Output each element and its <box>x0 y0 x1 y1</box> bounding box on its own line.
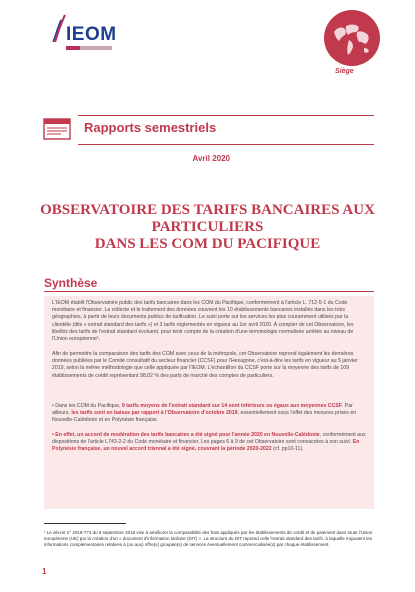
synthese-bullet-1 <box>52 403 366 425</box>
synthese-rule <box>44 291 374 292</box>
synthese-paragraph-1: L'IEOM établit l'Observatoire public des tarifs bancaires dans les COM du Pacifique, conformément à l'article L. 712-5-1 du Code monétaire et financier. La collecte et le traitement des données couvrent les 10 établissements bancaires installés dans les trois géographies, à partir de leurs documents publics de tarification. Le suivi porte sur les services les plus couramment utilisés par la clientèle (dits « extrait standard des tarifs ») et 3 tarifs réglementés en vigueur au 1er avril 2020. À compter de cet Observatoire, les libellés des tarifs de l'extrait standard évoluent, pour tenir compte de la création d'une terminologie normalisée arrêtée au niveau de l'Union européenne¹. <box>52 300 354 343</box>
bullet-2-mid: , conformément aux dispositions de l'article L743-2-2 du Code monétaire et financier. Les pages 6 à 9 de cet Observatoire sont consacrées à son suivi. <box>52 432 366 446</box>
siege-label: Siège <box>335 68 354 75</box>
bullet-2-bold-2: En Polynésie française, un nouvel accord triennal a été signé, couvrant la période 2020-2022 <box>52 439 360 453</box>
main-title <box>40 202 375 253</box>
bullet-1-pre: • Dans les COM du Pacifique, <box>52 403 122 409</box>
report-title: Rapports semestriels <box>84 120 217 135</box>
bullet-1-post: , essentiellement sous l'effet des mesures prises en Nouvelle-Calédonie et en Polynésie française. <box>52 410 357 424</box>
synthese-bullet-2 <box>52 432 366 454</box>
report-date: Avril 2020 <box>192 154 230 163</box>
ieom-logo: IEOM <box>66 24 117 45</box>
footnote-rule <box>44 523 126 524</box>
bullet-1-mid: . Par ailleurs, <box>52 403 353 417</box>
siege-world-map-icon <box>324 10 380 66</box>
page-number: 1 <box>42 567 47 576</box>
main-title-line-1: OBSERVATOIRE DES TARIFS BANCAIRES AUX <box>40 202 375 218</box>
main-title-line-2: PARTICULIERS <box>151 219 264 235</box>
main-title-line-3: DANS LES COM DU PACIFIQUE <box>94 236 321 252</box>
footnote: ¹ Le décret n° 2018-774 du 5 septembre 2018 vise à améliorer la comparabilité des frais appliqués par les établissements de crédit et de paiement dans toute l'Union européenne (UE) par la création d'un « document d'information tarifaire (DIT) ». La structure du DIT reprend celle l'extrait standard des tarifs, à laquelle s'ajoutent les informations complémentaires relatives à (ou aux) offre(s) groupée(s) de services éventuellement commercialisée(s) par chaque établissement. <box>44 530 373 547</box>
bullet-1-bold-2: les tarifs sont en baisse par rapport à l'Observatoire d'octobre 2019 <box>71 410 238 417</box>
report-document-icon <box>43 118 71 140</box>
synthese-paragraph-2: Afin de permettre la comparaison des tarifs des COM avec ceux de la métropole, cet Observatoire reprend également les dernières données publiées par le Comité consultatif du secteur financier (CCSF) pour l'Hexagone, c'est-à-dire les tarifs en vigueur au 5 janvier 2019, selon la même méthodologie que celle appliquée par l'IEOM. L'échantillon du CCSF porte sur la moyenne des tarifs de 109 établissements de crédit représentant 98,02 % des parts de marché des comptes de particuliers. <box>52 351 358 379</box>
ieom-logo-mark-icon <box>52 14 66 44</box>
bullet-2-post: (cf. pp10-11). <box>271 446 304 453</box>
synthese-heading: Synthèse <box>44 276 98 290</box>
report-rule-top <box>78 115 374 116</box>
report-rule-bottom <box>78 144 374 145</box>
bullet-1-bold-1: 9 tarifs moyens de l'extrait standard sur 14 sont inférieurs ou égaux aux moyennes CCSF <box>121 403 342 409</box>
logo-underline <box>66 46 112 50</box>
bullet-2-bold-1: • En effet, un accord de modération des tarifs bancaires a été signé pour l'année 2020 en Nouvelle-Calédonie <box>52 432 320 438</box>
